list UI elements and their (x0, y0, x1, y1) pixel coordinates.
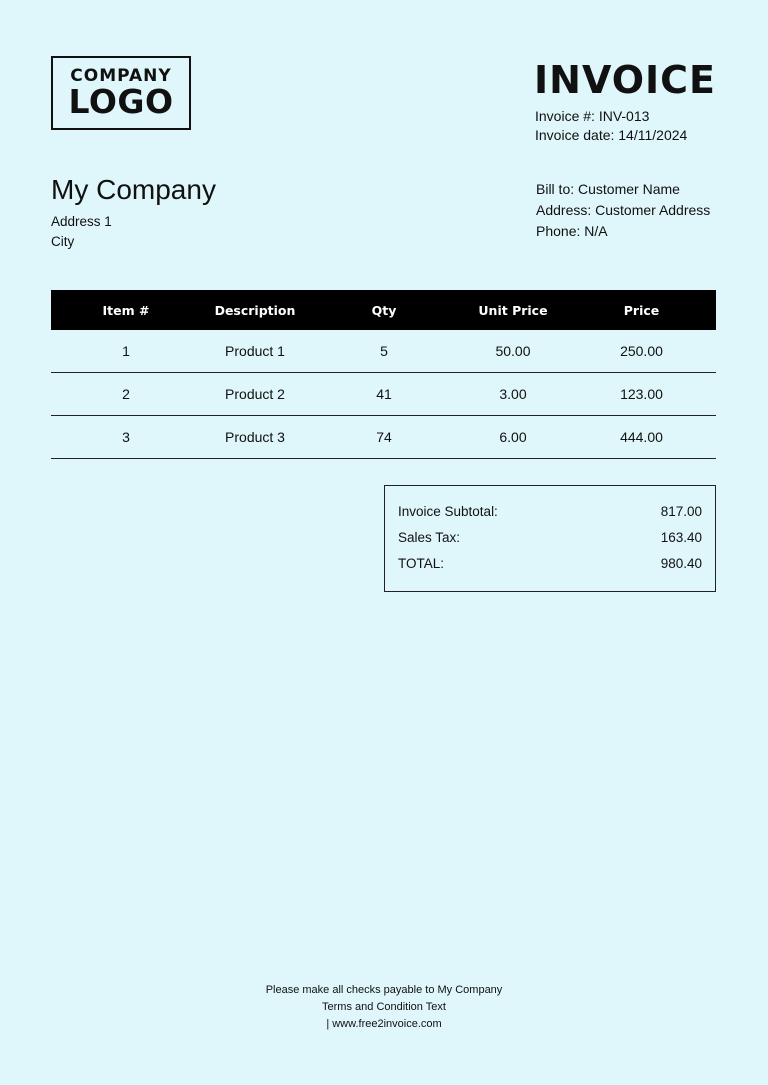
table-row (51, 416, 716, 459)
header-price: Price (567, 290, 716, 330)
invoice-date: Invoice date: 14/11/2024 (535, 127, 688, 143)
bill-to-phone: Phone: N/A (536, 223, 608, 239)
footer-website: | www.free2invoice.com (326, 1018, 442, 1030)
cell-qty: 41 (309, 373, 459, 416)
cell-qty: 5 (309, 330, 459, 373)
invoice-number: Invoice #: INV-013 (535, 108, 650, 124)
cell-description: Product 2 (201, 373, 309, 416)
sales-tax-label: Sales Tax: (398, 530, 461, 545)
cell-price: 250.00 (567, 330, 716, 373)
cell-unit-price: 6.00 (459, 416, 567, 459)
cell-unit-price: 50.00 (459, 330, 567, 373)
logo-line-company: COMPANY (70, 66, 172, 86)
total-row (398, 555, 702, 573)
invoice-title: INVOICE (534, 58, 716, 102)
header-description: Description (201, 290, 309, 330)
subtotal-row (398, 503, 702, 521)
header-item-number: Item # (51, 290, 201, 330)
cell-price: 444.00 (567, 416, 716, 459)
header-unit-price: Unit Price (459, 290, 567, 330)
sales-tax-row (398, 529, 702, 547)
footer-terms: Terms and Condition Text (322, 1001, 446, 1013)
totals-box (384, 485, 716, 592)
cell-description: Product 3 (201, 416, 309, 459)
table-row (51, 330, 716, 373)
company-address: Address 1 (51, 214, 112, 229)
cell-item-number: 1 (51, 330, 201, 373)
cell-item-number: 3 (51, 416, 201, 459)
sales-tax-value: 163.40 (660, 530, 702, 545)
cell-qty: 74 (309, 416, 459, 459)
bill-to-name: Bill to: Customer Name (536, 181, 680, 197)
table-row (51, 373, 716, 416)
subtotal-label: Invoice Subtotal: (398, 504, 498, 519)
cell-unit-price: 3.00 (459, 373, 567, 416)
cell-item-number: 2 (51, 373, 201, 416)
total-label: TOTAL: (398, 556, 445, 571)
company-logo (51, 56, 191, 130)
items-table (51, 290, 716, 459)
company-name: My Company (51, 174, 216, 205)
company-city: City (51, 234, 75, 249)
bill-to-address: Address: Customer Address (536, 202, 711, 218)
cell-description: Product 1 (201, 330, 309, 373)
total-value: 980.40 (660, 556, 702, 571)
table-header-row (51, 290, 716, 330)
logo-line-logo: LOGO (68, 82, 174, 121)
cell-price: 123.00 (567, 373, 716, 416)
footer-payable-note: Please make all checks payable to My Company (265, 984, 503, 996)
subtotal-value: 817.00 (660, 504, 702, 519)
header-qty: Qty (309, 290, 459, 330)
